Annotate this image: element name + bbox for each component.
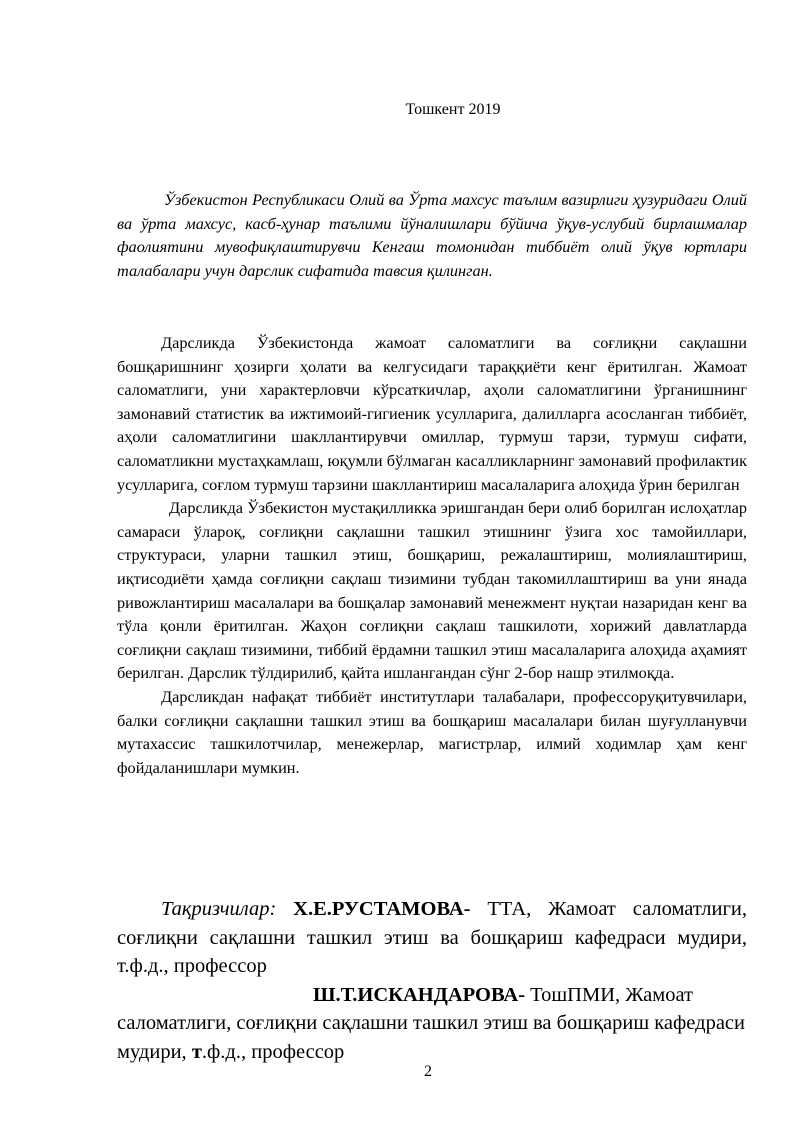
reviewer-2-degree-initial: т: [191, 1040, 202, 1063]
paragraph-2-text: Дарсликда Ўзбекистон мустақилликка эришгандан бери олиб борилган ислоҳатлар самараси ўлароқ, соғлиқни сақлашни ташкил этишнинг ўзига хос тамойиллари, структураси, уларни ташкил этиш, бошқариш, режалаштириш, молиялаштириш, иқтисодиёти ҳамда соғлиқни сақлаш тизимини тубдан такомиллаштириш ва уни янада ривожлантириш масалалари ва бошқалар замонавий менежмент нуқтаи назаридан кенг ва тўла қонли ёритилган. Жаҳон соғлиқни сақлаш ташкилоти, хорижий давлатларда соғлиқни сақлаш тизимини, тиббий ёрдамни ташкил этиш масалаларига алоҳида аҳамият берилган. Дарслик тўлдирилиб, қайта ишлангандан сўнг 2-бор нашр этилмоқда.: [117, 498, 747, 683]
reviewer-1-name: Х.Е.РУСТАМОВА-: [293, 898, 471, 920]
paragraph-1-text: Дарсликда Ўзбекистонда жамоат саломатлиги ва соғлиқни сақлашни бошқаришнинг ҳозирги ҳолати ва келгусидаги тараққиёти кенг ёритилган. Жамоат саломатлиги, уни характерловчи кўрсаткичлар, аҳоли саломатлигини ўрганишнинг замонавий статистик ва ижтимоий-гигиеник усулларига, далилларга асосланган тиббиёт, аҳоли саломатлигини шакллантирувчи омиллар, турмуш тарзи, турмуш сифати, саломатликни мустаҳкамлаш, юқумли бўлмаган касалликларнинг замонавий профилактик усулларига, соғлом турмуш тарзини шакллантириш масалаларига алоҳида ўрин берилган: [117, 333, 747, 494]
reviewer-2-name: Ш.Т.ИСКАНДАРОВА-: [313, 983, 526, 1006]
reviewer-2-degree-rest: .ф.д., профессор: [201, 1040, 345, 1063]
approval-text: Ўзбекистон Республикаси Олий ва Ўрта махсус таълим вазирлиги ҳузуридаги Олий ва ўрта махсус, касб-ҳунар таълими йўналишлари бўйича ўқув-услубий бирлашмалар фаолиятини мувофиқлаштирувчи Кенгаш томонидан тиббиёт олий ўқув юртлари талабалари учун дарслик сифатида тавсия қилинган.: [117, 190, 747, 280]
reviewer-2-info: ТошПМИ, Жамоат саломатлиги, соғлиқни сақлашни ташкил этиш ва бошқариш кафедраси мудири,: [117, 983, 745, 1063]
reviewer-1: [117, 895, 747, 981]
paragraph-3: [117, 685, 747, 779]
reviewer-2: [117, 981, 747, 1067]
header: [0, 101, 800, 119]
reviewer-1-info: ТТА, Жамоат саломатлиги, соғлиқни сақлашни ташкил этиш ва бошқариш кафедраси мудири, т.ф.д., профессор: [117, 898, 747, 977]
page-number: [0, 1063, 800, 1081]
reviewers-label: Тақризчилар:: [161, 898, 277, 920]
city-year: Тошкент 2019: [405, 101, 501, 118]
page-number-text: 2: [424, 1063, 432, 1080]
paragraph-1: [117, 331, 747, 496]
paragraph-3-text: Дарсликдан нафақат тиббиёт институтлари талабалари, профессоруқитувчилари, балки соғлиқни сақлашни ташкил этиш ва бошқариш масалалари билан шуғулланувчи мутахассис ташкилотчилар, менежерлар, магистрлар, илмий ходимлар ҳам кенг фойдаланишлари мумкин.: [117, 686, 747, 777]
annotation-body: [117, 331, 747, 779]
approval-statement: [117, 188, 747, 282]
reviewers-section: [117, 895, 747, 1066]
paragraph-2: [117, 496, 747, 685]
